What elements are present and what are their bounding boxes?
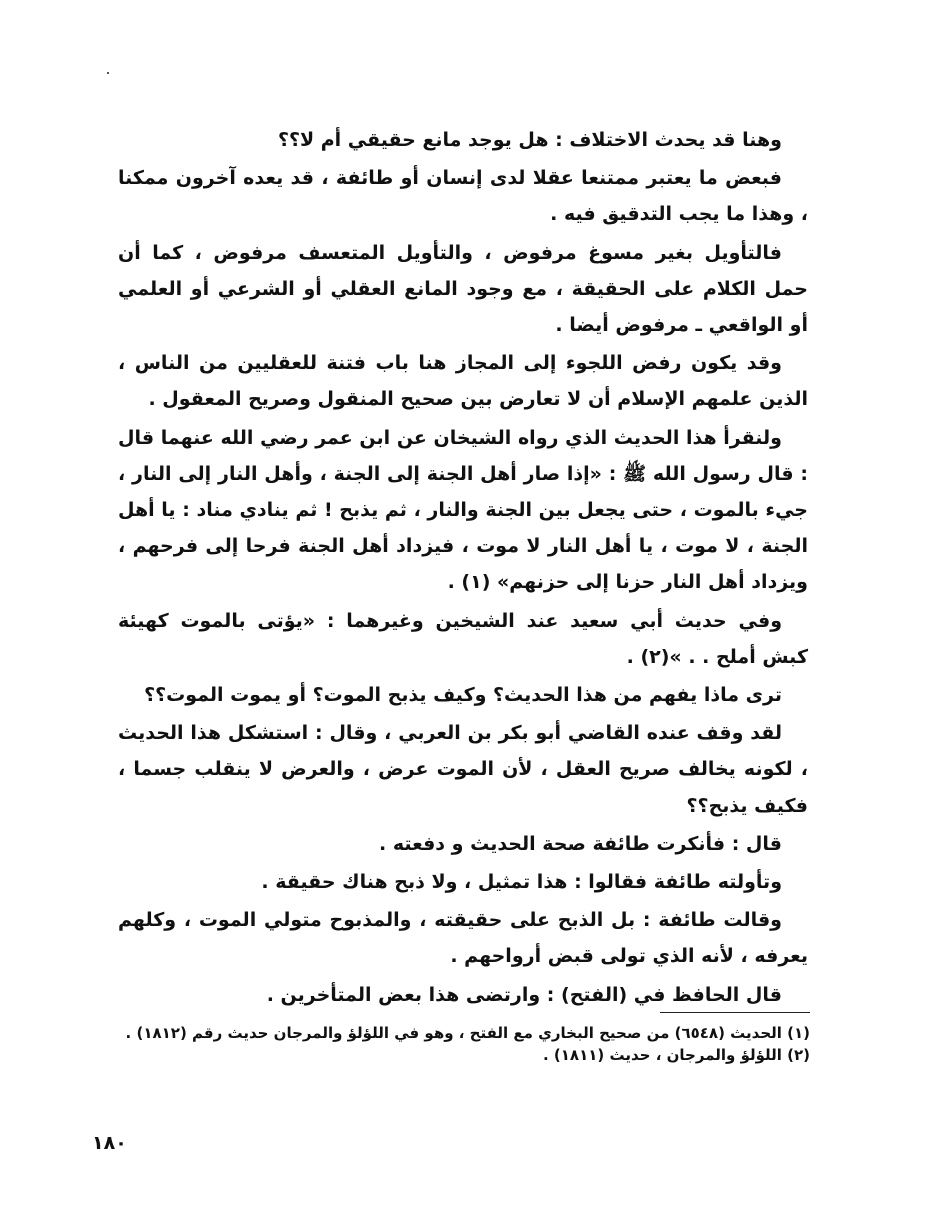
paragraph-9: قال : فأنكرت طائفة صحة الحديث و دفعته . <box>379 832 782 855</box>
page-number: ١٨٠ <box>92 1132 127 1154</box>
paragraph-8: لقد وقف عنده القاضي أبو بكر بن العربي ، وقال : استشكل هذا الحديث ، لكونه يخالف صريح العقل ، لأن الموت عرض ، والعرض لا ينقلب جسما ، فكيف يذبح؟؟ <box>118 722 808 817</box>
footnote-2: (٢) اللؤلؤ والمرجان ، حديث (١٨١١) . <box>543 1046 810 1064</box>
main-text <box>118 122 808 1013</box>
paragraph-7: ترى ماذا يفهم من هذا الحديث؟ وكيف يذبح الموت؟ أو يموت الموت؟؟ <box>144 684 782 707</box>
paragraph-1: وهنا قد يحدث الاختلاف : هل يوجد مانع حقيقي أم لا؟؟ <box>277 129 782 151</box>
paragraph-4: وقد يكون رفض اللجوء إلى المجاز هنا باب فتنة للعقليين من الناس ، الذين علمهم الإسلام أن لا تعارض بين صحيح المنقول وصريح المعقول . <box>118 352 808 411</box>
scan-speck <box>107 72 109 74</box>
paragraph-6: وفي حديث أبي سعيد عند الشيخين وغيرهما : «يؤتى بالموت كهيئة كبش أملح . . »(٢) . <box>118 609 808 668</box>
paragraph-11: وقالت طائفة : بل الذبح على حقيقته ، والمذبوح متولي الموت ، وكلهم يعرفه ، لأنه الذي تولى قبض أرواحهم . <box>118 909 808 968</box>
paragraph-12: قال الحافظ في (الفتح) : وارتضى هذا بعض المتأخرين . <box>266 983 782 1006</box>
footnote-1: (١) الحديث (٦٥٤٨) من صحيح البخاري مع الفتح ، وهو في اللؤلؤ والمرجان حديث رقم (١٨١٢) . <box>125 1024 810 1042</box>
paragraph-10: وتأولته طائفة فقالوا : هذا تمثيل ، ولا ذبح هناك حقيقة . <box>261 871 782 894</box>
footnote-divider <box>660 1012 810 1013</box>
paragraph-5: ولنقرأ هذا الحديث الذي رواه الشيخان عن ابن عمر رضي الله عنهما قال : قال رسول الله ﷺ : «إذا صار أهل الجنة إلى الجنة ، وأهل النار إلى النار ، جيء بالموت ، حتى يجعل بين الجنة والنار ، ثم يذبح ! ثم ينادي مناد : يا أهل الجنة ، لا موت ، يا أهل النار لا موت ، فيزداد أهل الجنة فرحا إلى فرحهم ، ويزداد أهل النار حزنا إلى حزنهم» (١) . <box>118 426 808 594</box>
paragraph-2: فبعض ما يعتبر ممتنعا عقلا لدى إنسان أو طائفة ، قد يعده آخرون ممكنا ، وهذا ما يجب التدقيق فيه . <box>118 167 808 226</box>
footnotes <box>118 1022 810 1066</box>
paragraph-3: فالتأويل بغير مسوغ مرفوض ، والتأويل المتعسف مرفوض ، كما أن حمل الكلام على الحقيقة ، مع وجود المانع العقلي أو الشرعي أو العلمي أو الواقعي ـ مرفوض أيضا . <box>118 241 808 337</box>
